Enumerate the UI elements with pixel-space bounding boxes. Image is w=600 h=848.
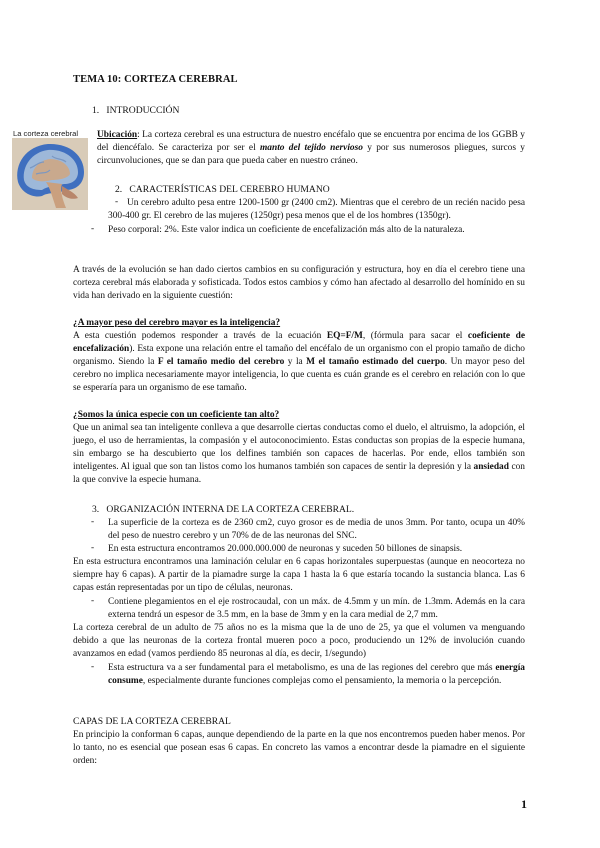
bullet-dash-icon: -	[91, 224, 95, 234]
sec3-bullet-2: En esta estructura encontramos 20.000.000.000 de neuronas y suceden 50 billones de sinapsis.	[108, 544, 463, 554]
evolution-paragraph: A través de la evolución se han dado ciertos cambios en su configuración y estructura, hoy en día el cerebro tiene una corteza cerebral más elaborada y sofisticada. Todos estos cambios y cómo han afectado al desarrollo del homínido en su vida han derivado en la siguiente cuestión:	[73, 265, 525, 301]
bullet-dash-icon: -	[91, 517, 95, 527]
ubicacion-label: Ubicación	[97, 130, 138, 140]
section-3-heading: 3. ORGANIZACIÓN INTERNA DE LA CORTEZA CEREBRAL.	[92, 504, 355, 515]
capas-paragraph: En principio la conforman 6 capas, aunque dependiendo de la parte en la que nos encontremos pueden haber menos. Por lo tanto, no es esencial que posean esas 6 capas. En concreto las vamos a encontrar desde la piamadre en el siguiente orden:	[73, 730, 525, 766]
sec3-paragraph-1: En esta estructura encontramos una laminación celular en 6 capas horizontales superpuestas (aunque en neocorteza no siempre hay 6 capas). A partir de la piamadre surge la capa 1 hasta la 6 que estaría tocando la sustancia blanca. Las 6 capas están representadas por un tipo de células, neuronas.	[73, 557, 525, 593]
sec3-bullet-4: Esta estructura va a ser fundamental para el metabolismo, es una de las regiones del cerebro que más energía consume, especialmente durante funciones complejas como el pensamiento, la memoria o la percepción.	[108, 663, 525, 686]
bullet-dash-icon: -	[115, 197, 119, 207]
bullet-dash-icon: -	[91, 543, 95, 553]
brain-image	[12, 138, 88, 210]
sec3-paragraph-2: La corteza cerebral de un adulto de 75 años no es la misma que la de uno de 25, ya que el volumen va menguando debido a que las neuronas de la corteza frontal mueren poco a poco, produciendo un 12% de involución cuando avanzamos en edad (vamos perdiendo 85 neuronas al día, es decir, 1/segundo)	[73, 623, 525, 659]
sec3-bullet-3: Contiene plegamientos en el eje rostrocaudal, con un máx. de 4.5mm y un mín. de 1.3mm. Además en la cara externa tendrá un espesor de 3.5 mm, en la base de 3mm y en la cara medial de 2,7 mm.	[108, 597, 525, 620]
bullet-dash-icon: -	[91, 596, 95, 606]
sec3-bullet-1: La superficie de la corteza es de 2360 cm2, cuyo grosor es de media de unos 3mm. Por tanto, ocupa un 40% del peso de nuestro cerebro y un 70% de de las neuronas del SNC.	[108, 518, 525, 541]
question-2-answer: Que un animal sea tan inteligente conlleva a que desarrolle ciertas conductas como el duelo, el altruismo, la adopción, el juego, el uso de herramientas, la compasión y el autoconocimiento. Estas conductas son propias de la especie humana, sin embargo se ha descubierto que los delfines también son capaces de hacerlas. Por ende, ellos también son inteligentes. Al igual que son tan listos como los humanos también son capaces de sentir la depresión y la ansiedad con la que convive la especie humana.	[73, 423, 525, 485]
brain-illustration-icon	[12, 138, 88, 210]
question-1: ¿A mayor peso del cerebro mayor es la inteligencia?	[73, 318, 281, 328]
capas-heading: CAPAS DE LA CORTEZA CEREBRAL	[73, 716, 231, 727]
sec2-bullet-2: Peso corporal: 2%. Este valor indica un coeficiente de encefalización más alto de la naturaleza.	[108, 225, 465, 235]
question-2: ¿Somos la única especie con un coeficiente tan alto?	[73, 410, 280, 420]
ubicacion-paragraph: Ubicación: La corteza cerebral es una estructura de nuestro encéfalo que se encuentra por encima de los GGBB y del diencéfalo. Se caracteriza por ser el manto del tejido nervioso y por sus numerosos pliegues, surcos y circunvoluciones, que se dan para que pueda caber en nuestro cráneo.	[97, 130, 525, 166]
sec2-bullet-1: Un cerebro adulto pesa entre 1200-1500 gr (2400 cm2). Mientras que el cerebro de un recién nacido pesa 300-400 gr. El cerebro de las mujeres (1250gr) pesa menos que el de los hombres (1350gr).	[108, 198, 525, 221]
section-1-heading: 1. INTRODUCCIÓN	[92, 105, 180, 116]
question-1-answer: A esta cuestión podemos responder a través de la ecuación EQ=F/M, (fórmula para sacar el coeficiente de encefalización). Esta expone una relación entre el tamaño del encéfalo de un organismo con el propio tamaño de dicho organismo. Siendo la F el tamaño medio del cerebro y la M el tamaño estimado del cuerpo. Un mayor peso del cerebro no implica necesariamente mayor inteligencia, lo que cuenta es cuán grande es el cerebro en relación con lo que se esperaría para un organismo de ese tamaño.	[73, 331, 526, 393]
document-title: TEMA 10: CORTEZA CEREBRAL	[73, 74, 238, 85]
bullet-dash-icon: -	[91, 662, 95, 672]
section-2-heading: 2. CARACTERÍSTICAS DEL CEREBRO HUMANO	[115, 184, 330, 195]
page-number: 1	[521, 797, 527, 811]
image-caption: La corteza cerebral	[13, 129, 79, 138]
